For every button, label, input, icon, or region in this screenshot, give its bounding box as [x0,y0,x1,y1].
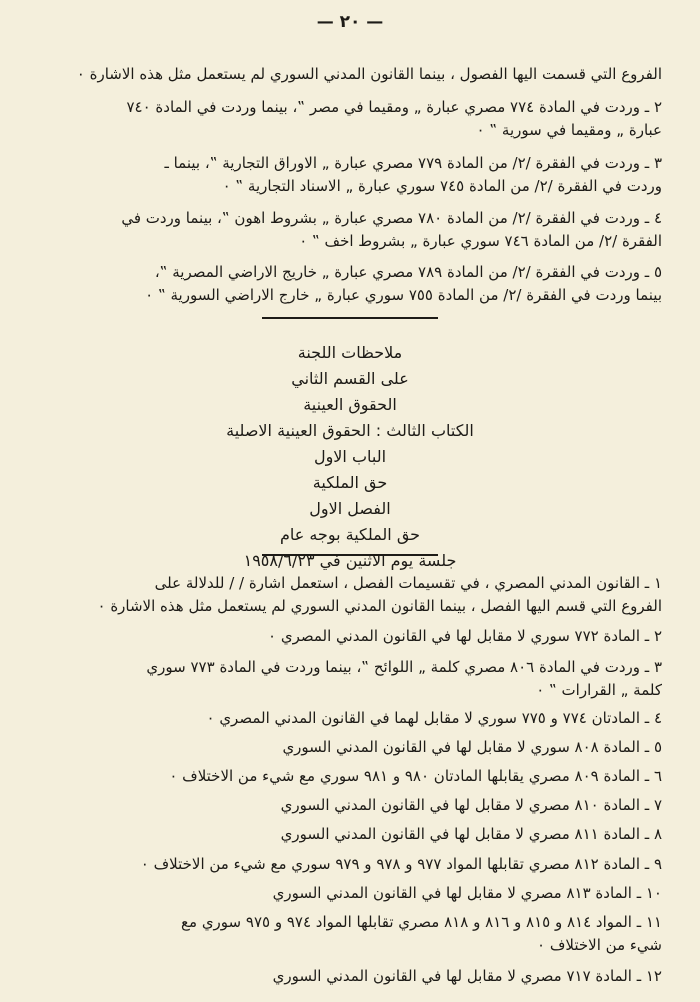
page-number: — ٢٠ — [316,12,384,32]
text-line: ٨ ـ المادة ٨١١ مصري لا مقابل لها في القانون المدني السوري [280,825,662,843]
bottom-note-4 [40,707,662,730]
text-line: وردت في الفقرة /٢/ من المادة ٧٤٥ سوري عبارة „ الاسناد التجارية ‟ ٠ [222,177,662,195]
text-line: ٥ ـ وردت في الفقرة /٢/ من المادة ٧٨٩ مصري عبارة „ خاريج الاراضي المصرية ‟، [154,263,662,281]
top-note-5 [40,261,662,307]
top-note-3 [40,152,662,198]
text-line: الفقرة /٢/ من المادة ٧٤٦ سوري عبارة „ بشروط اخف ‟ ٠ [299,232,662,250]
heading-line: الباب الاول [313,447,387,466]
text-line: ٣ ـ وردت في المادة ٨٠٦ مصري كلمة „ اللوائح ‟، بينما وردت في المادة ٧٧٣ سوري [146,658,662,676]
top-note-2 [40,96,662,142]
section-divider [262,554,438,556]
text-line: الفروع التي قسم اليها الفصل ، بينما القانون المدني السوري لم يستعمل مثل هذه الاشارة ٠ [97,597,662,615]
bottom-note-11 [40,911,662,957]
bottom-note-9 [40,853,662,876]
bottom-note-12 [40,965,662,988]
top-note-4 [40,207,662,253]
text-line: ١١ ـ المواد ٨١٤ و ٨١٥ و ٨١٦ و ٨١٨ مصري تقابلها المواد ٩٧٤ و ٩٧٥ سوري مع [181,913,662,931]
text-line: ٤ ـ المادتان ٧٧٤ و ٧٧٥ سوري لا مقابل لهما في القانون المدني المصري ٠ [206,709,662,727]
bottom-note-10 [40,882,662,905]
heading-line: حق الملكية [312,473,388,492]
heading-line: حق الملكية بوجه عام [279,525,421,544]
text-line: ١ ـ القانون المدني المصري ، في تقسيمات الفصل ، استعمل اشارة / / للدلالة على [154,574,662,592]
top-note-1 [40,63,662,86]
session-date: جلسة يوم الاثنين في ١٩٥٨/٦/٢٣ [243,551,457,570]
heading-line: ملاحظات اللجنة [297,343,403,362]
bottom-note-7 [40,794,662,817]
heading-line: على القسم الثاني [291,369,409,388]
text-line: ٢ ـ وردت في المادة ٧٧٤ مصري عبارة „ ومقيما في مصر ‟، بينما وردت في المادة ٧٤٠ [126,98,662,116]
section-divider [262,317,438,319]
text-line: ٢ ـ المادة ٧٧٢ سوري لا مقابل لها في القانون المدني المصري ٠ [268,627,662,645]
text-line: بينما وردت في الفقرة /٢/ من المادة ٧٥٥ سوري عبارة „ خارج الاراضي السورية ‟ ٠ [145,286,662,304]
text-line: ١٠ ـ المادة ٨١٣ مصري لا مقابل لها في القانون المدني السوري [272,884,662,902]
text-line: ١٢ ـ المادة ٧١٧ مصري لا مقابل لها في القانون المدني السوري [272,967,662,985]
bottom-note-1 [40,572,662,618]
text-line: ٦ ـ المادة ٨٠٩ مصري يقابلها المادتان ٩٨٠ و ٩٨١ سوري مع شيء من الاختلاف ٠ [169,767,662,785]
text-line: ٥ ـ المادة ٨٠٨ سوري لا مقابل لها في القانون المدني السوري [282,738,662,756]
bottom-note-6 [40,765,662,788]
bottom-note-8 [40,823,662,846]
text-line: ٤ ـ وردت في الفقرة /٢/ من المادة ٧٨٠ مصري عبارة „ بشروط اهون ‟، بينما وردت في [121,209,662,227]
text-line: شيء من الاختلاف ٠ [537,936,662,954]
bottom-note-3 [40,656,662,702]
heading-line: الكتاب الثالث : الحقوق العينية الاصلية [226,421,474,440]
bottom-note-5 [40,736,662,759]
text-line: كلمة „ القرارات ‟ ٠ [536,681,662,699]
text-line: ٩ ـ المادة ٨١٢ مصري تقابلها المواد ٩٧٧ و ٩٧٨ و ٩٧٩ سوري مع شيء من الاختلاف ٠ [140,855,662,873]
text-line: ٣ ـ وردت في الفقرة /٢/ من المادة ٧٧٩ مصري عبارة „ الاوراق التجارية ‟، بينما ـ [164,154,662,172]
committee-heading [150,340,550,574]
heading-line: الفصل الاول [309,499,391,518]
text-line: ٧ ـ المادة ٨١٠ مصري لا مقابل لها في القانون المدني السوري [280,796,662,814]
bottom-note-2 [40,625,662,648]
text-line: الفروع التي قسمت اليها الفصول ، بينما القانون المدني السوري لم يستعمل مثل هذه الاشارة ٠ [76,65,662,83]
text-line: عبارة „ ومقيما في سورية ‟ ٠ [476,121,662,139]
heading-line: الحقوق العينية [303,395,397,414]
